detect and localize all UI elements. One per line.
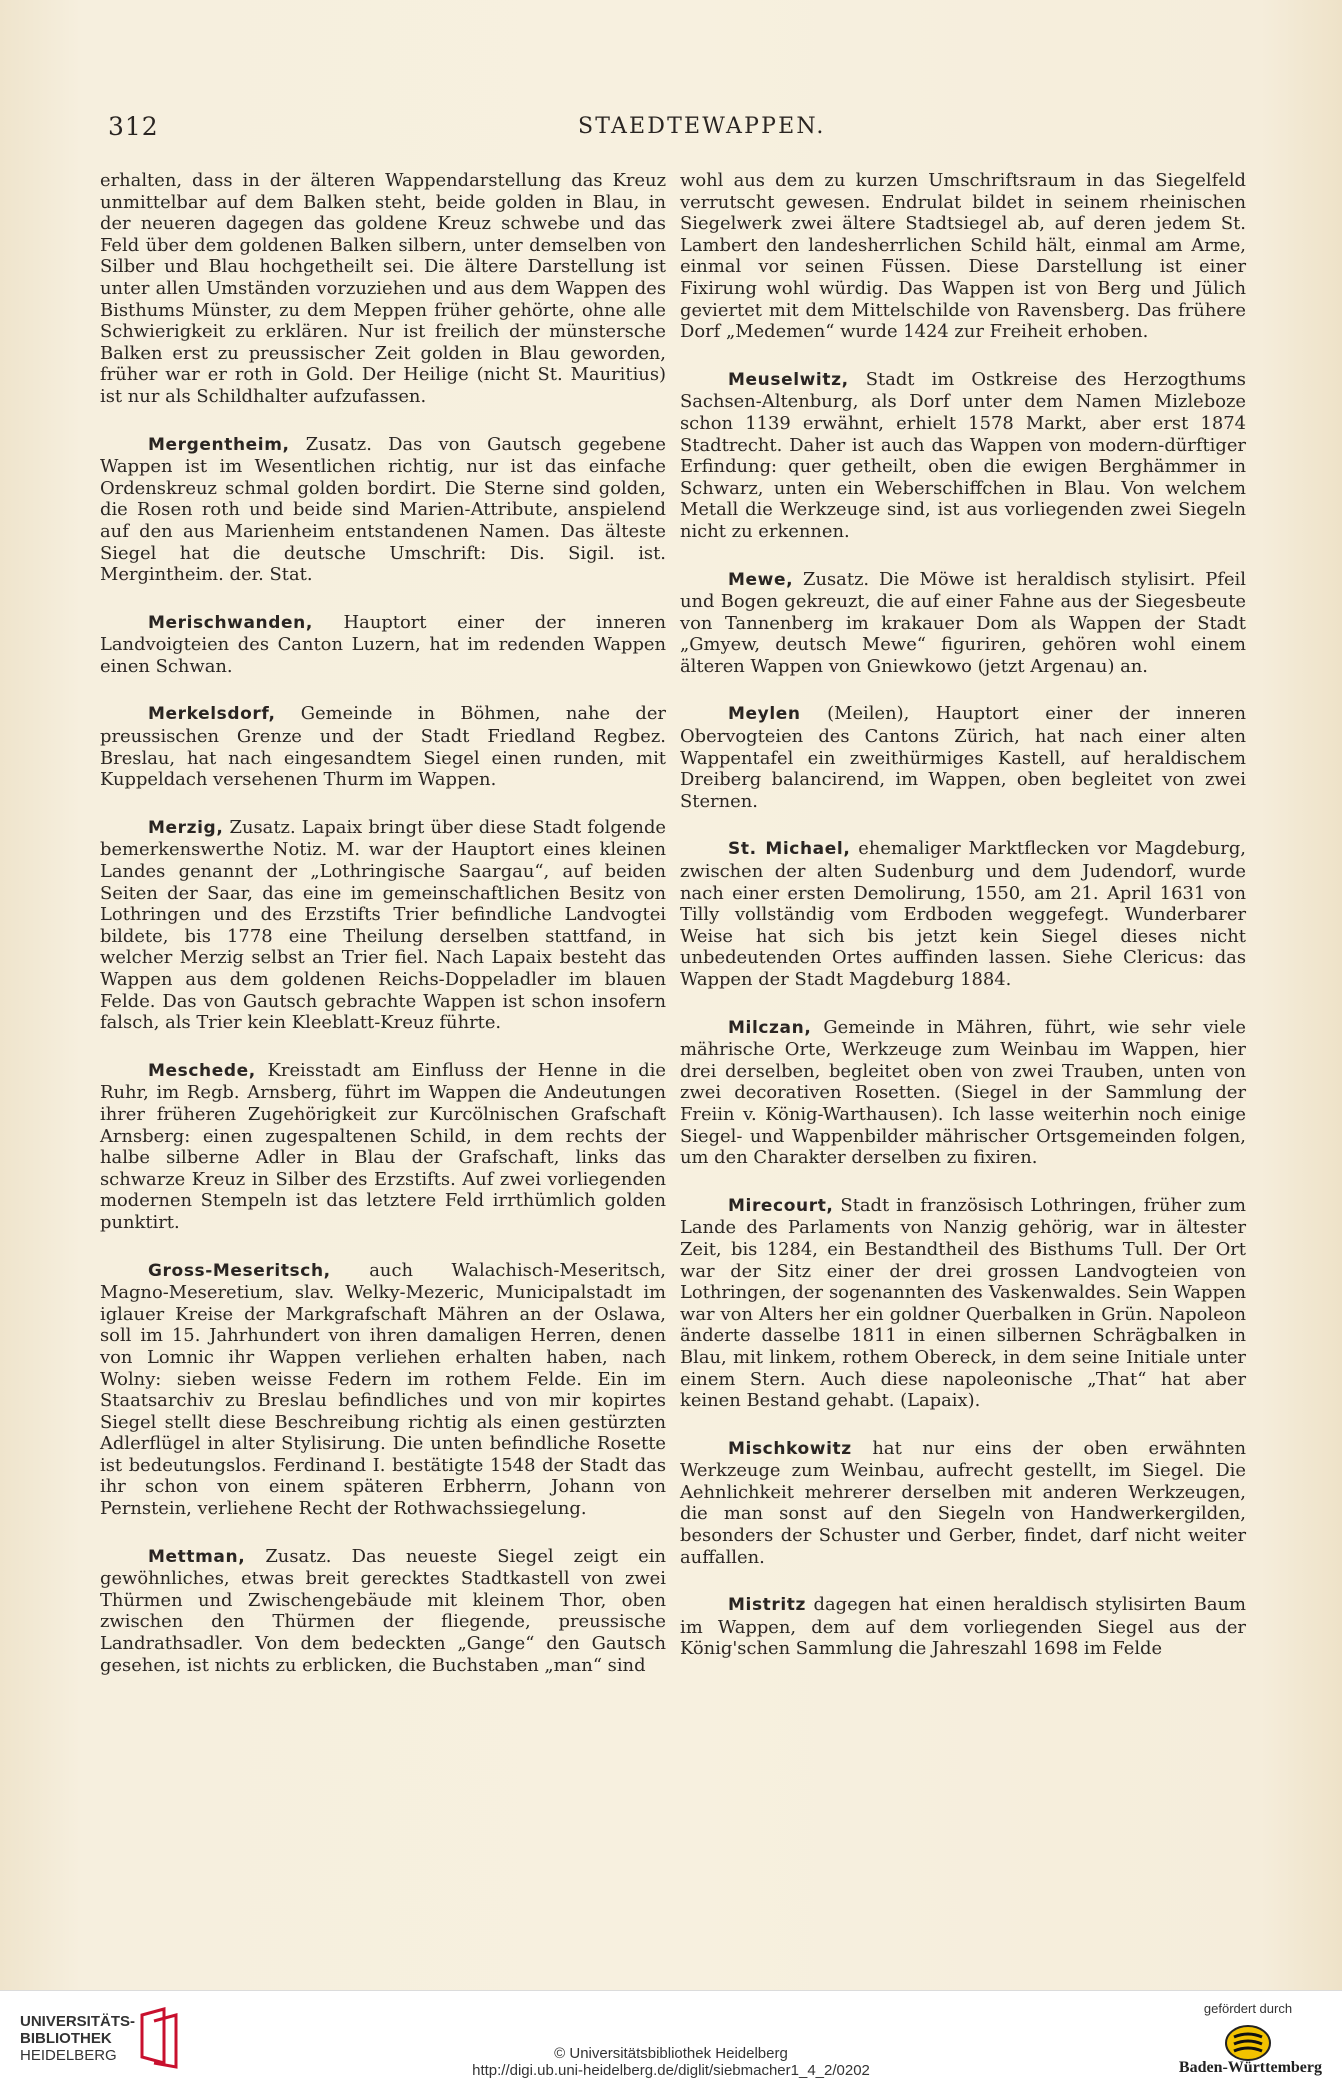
entry [100, 703, 666, 790]
entry [100, 817, 666, 1034]
entry-keyword: Mirecourt, [728, 1195, 834, 1216]
entry [100, 1546, 666, 1677]
running-title: STAEDTEWAPPEN. [578, 114, 826, 139]
entry-keyword: Mergentheim, [148, 434, 290, 455]
entry-keyword: Milczan, [728, 1017, 812, 1038]
entry-text: auch Walachisch-Meseritsch, Magno-Meseretium, slav. Welky-Mezeric, Municipalstadt im iglauer Kreise der Markgrafschaft Mähren an der Oslawa, soll im 15. Jahrhundert von ihren damaligen Herren, denen von Lomnic ihr Wappen verliehen erhalten haben, nach Wolny: sieben weisse Federn im rothem Felde. Ein im Staatsarchiv zu Breslau befindliches und von mir kopirtes Siegel stellt diese Beschreibung richtig als einen gestürzten Adlerflügel in alter Stylisirung. Die unten befindliche Rosette ist bedeutungslos. Ferdinand I. bestätigte 1548 der Stadt das ihr schon von einem späteren Erbherrn, Johann von Pernstein, verliehene Recht der Rothwachssiegelung. [100, 1259, 666, 1520]
entry-text: Zusatz. Lapaix bringt über diese Stadt folgende bemerkenswerthe Notiz. M. war der Hauptort eines kleinen Landes genannt der „Lothringische Saargau“, auf beiden Seiten der Saar, das eine im gemeinschaftlichen Besitz von Lothringen und des Erzstifts Trier befindliche Landvogtei bildete, bis 1778 eine Theilung derselben stattfand, in welcher Merzig selbst an Trier fiel. Nach Lapaix besteht das Wappen aus dem goldenen Reichs-Doppeladler im blauen Felde. Das von Gautsch gebrachte Wappen ist schon insofern falsch, als Trier kein Kleeblatt-Kreuz führte. [100, 816, 666, 1034]
entry-keyword: Mischkowitz [728, 1438, 852, 1459]
entry-keyword: Mettman, [148, 1546, 246, 1567]
entry [680, 1195, 1246, 1412]
paragraph [680, 170, 1246, 343]
entry-keyword: Meschede, [148, 1060, 256, 1081]
entry-text: Zusatz. Das von Gautsch gegebene Wappen ist im Wesentlichen richtig, nur ist das einfache Ordenskreuz schmal golden bordirt. Die Sterne sind golden, die Rosen roth und beide sind Marien-Attribute, anspielend auf den aus Marienheim entstandenen Namen. Das älteste Siegel hat die deutsche Umschrift: Dis. Sigil. ist. Mergintheim. der. Stat. [100, 433, 666, 586]
entry [100, 1060, 666, 1234]
entry-text: Zusatz. Die Möwe ist heraldisch stylisirt. Pfeil und Bogen gekreuzt, die auf einer Fahne aus der Siegesbeute von Tannenberg im krakauer Dom als Wappen der Stadt „Gmyew, deutsch Mewe“ figuriren, gehören wohl einem älteren Wappen von Gniewkowo (jetzt Argenau) an. [680, 568, 1246, 677]
entry-keyword: Mistritz [728, 1595, 807, 1616]
left-column [100, 170, 666, 1702]
library-name-line1: UNIVERSITÄTS- [20, 2013, 136, 2030]
entry [680, 369, 1246, 543]
entry [680, 1594, 1246, 1660]
entry-text: Gemeinde in Böhmen, nahe der preussischen Grenze und der Stadt Friedland Regbez. Breslau, hat nach eingesandtem Siegel einen runden, mit Kuppeldach versehenen Thurm im Wappen. [100, 703, 666, 791]
entry [680, 1438, 1246, 1569]
paragraph-text: wohl aus dem zu kurzen Umschriftsraum in das Siegelfeld verrutscht gewesen. Endrulat bildet in seinem rheinischen Siegelwerk zwei ältere Stadtsiegel ab, auf deren jedem St. Lambert den landesherrlichen Schild hält, einmal am Arme, einmal vor seinen Füssen. Diese Darstellung ist einer Fixirung wohl würdig. Das Wappen ist von Berg und Jülich geviertet mit dem Mittelschilde von Ravensberg. Das frühere Dorf „Medemen“ wurde 1424 zur Freiheit erhoben. [680, 170, 1246, 343]
library-name-line2: BIBLIOTHEK [20, 2030, 112, 2047]
entry-keyword: Merischwanden, [148, 612, 313, 633]
paragraph [100, 170, 666, 408]
entry [680, 569, 1246, 678]
entry-text: Kreisstadt am Einfluss der Henne in die Ruhr, im Regb. Arnsberg, führt im Wappen die Andeutungen ihrer früheren Zugehörigkeit zur Kurcölnischen Grafschaft Arnsberg: einen zugespaltenen Schild, in dem rechts der halbe silberne Adler in Blau der Grafschaft, links das schwarze Kreuz in Silber des Erzstifts. Auf zwei vorliegenden modernen Stempeln ist das letztere Feld irrthümlich golden punktirt. [100, 1059, 666, 1233]
entry-text: Zusatz. Das neueste Siegel zeigt ein gewöhnliches, etwas breit gerecktes Stadtkastell von zwei Thürmen und Zwischengebäude mit kleinem Thor, oben zwischen den Thürmen der fliegende, preussische Landrathsadler. Von dem bedeckten „Gange“ den Gautsch gesehen, ist nichts zu erblicken, die Buchstaben „man“ sind [100, 1545, 666, 1676]
paragraph-text: erhalten, dass in der älteren Wappendarstellung das Kreuz unmittelbar auf dem Balken steht, beide golden in Blau, in der neueren dagegen das goldene Kreuz schwebe und das Feld über dem goldenen Balken silbern, unter demselben von Silber und Blau hochgetheilt sei. Die ältere Darstellung ist unter allen Umständen vorzuziehen und aus dem Wappen des Bisthums Münster, zu dem Meppen früher gehörte, ohne alle Schwierigkeit zu erklären. Nur ist freilich der münstersche Balken erst zu preussischer Zeit golden in Blau geworden, früher war er roth in Gold. Der Heilige (nicht St. Mauritius) ist nur als Schildhalter aufzufassen. [100, 170, 666, 407]
entry-text: Stadt in französisch Lothringen, früher zum Lande des Parlaments von Nanzig gehörig, war in ältester Zeit, bis 1284, ein Bestandtheil des Bisthums Tull. Der Ort war der Sitz einer der drei grossen Landvogteien von Lothringen, der sogenannten des Vaskenwaldes. Sein Wappen war von Alters her ein goldner Querbalken in Grün. Napoleon änderte dasselbe 1811 in einen silbernen Schrägbalken in Blau, mit linkem, rothem Obereck, in dem seine Initiale unter einem Stern. Auch diese napoleonische „That“ hat aber keinen Bestand gehabt. (Lapaix). [680, 1194, 1246, 1412]
entry-keyword: Meuselwitz, [728, 369, 849, 390]
state-crest-icon [1220, 2023, 1276, 2063]
entry-keyword: Mewe, [728, 569, 794, 590]
right-column [680, 170, 1246, 1686]
entry-keyword: Meylen [728, 704, 801, 725]
entry-keyword: St. Michael, [728, 839, 851, 860]
funded-by-label: gefördert durch [1203, 2001, 1293, 2016]
funder-name[interactable]: Baden-Württemberg [1178, 2059, 1322, 2076]
copyright-line: © Universitätsbibliothek Heidelberg [554, 2045, 788, 2062]
entry-text: (Meilen), Hauptort einer der inneren Obervogteien des Cantons Zürich, hat nach einer alten Wappentafel ein zweithürmiges Kastell, auf heraldischem Dreiberg balancirend, im Wappen, oben begleitet von zwei Sternen. [680, 703, 1246, 812]
entry-text: Hauptort einer der inneren Landvoigteien des Canton Luzern, hat im redenden Wappen einen Schwan. [100, 611, 666, 677]
entry [100, 1260, 666, 1520]
entry-keyword: Gross-Meseritsch, [148, 1260, 331, 1281]
entry-text: Stadt im Ostkreise des Herzogthums Sachsen-Altenburg, als Dorf unter dem Namen Mizleboze schon 1139 erwähnt, erhielt 1578 Markt, aber erst 1874 Stadtrecht. Daher ist auch das Wappen von modern-dürftiger Erfindung: quer getheilt, oben die ewigen Berghämmer in Schwarz, unten ein Weberschiffchen in Blau. Von welchem Metall die Werkzeuge sind, ist aus vorliegenden zwei Siegeln nicht zu erkennen. [680, 368, 1246, 542]
entry-text: Gemeinde in Mähren, führt, wie sehr viele mährische Orte, Werkzeuge zum Weinbau im Wappen, hier drei derselben, begleitet oben von zwei Trauben, unten von zwei decorativen Rosetten. (Siegel in der Sammlung der Freiin v. König-Warthausen). Ich lasse weiterhin noch einige Siegel- und Wappenbilder mährischer Ortsgemeinden folgen, um den Charakter derselben zu fixiren. [680, 1016, 1246, 1169]
entry-text: ehemaliger Marktflecken vor Magdeburg, zwischen der alten Sudenburg und dem Judendorf, wurde nach einer ersten Demolirung, 1550, am 21. April 1631 von Tilly vollständig vom Erdboden weggefegt. Wunderbarer Weise hat sich bis jetzt kein Siegel dieses nicht unbedeutenden Ortes auffinden lassen. Siehe Clericus: das Wappen der Stadt Magdeburg 1884. [680, 838, 1246, 990]
footer-bar [0, 1990, 1342, 2087]
entry [100, 612, 666, 678]
page-number: 312 [108, 112, 159, 141]
permalink[interactable]: http://digi.ub.uni-heidelberg.de/diglit/siebmacher1_4_2/0202 [472, 2062, 870, 2079]
entry-keyword: Merkelsdorf, [148, 704, 276, 725]
entry [680, 838, 1246, 990]
entry [680, 1017, 1246, 1169]
entry-text: hat nur eins der oben erwähnten Werkzeuge zum Weinbau, aufrecht gestellt, im Siegel. Die Aehnlichkeit mehrerer derselben mit anderen Werkzeugen, die man sonst auf den Siegeln von Handwerkergilden, besonders der Schuster und Gerber, findet, darf nicht weiter auffallen. [680, 1437, 1246, 1568]
library-name-line3: HEIDELBERG [20, 2047, 117, 2064]
entry [100, 434, 666, 586]
entry [680, 703, 1246, 812]
entry-text: dagegen hat einen heraldisch stylisirten Baum im Wappen, dem auf dem vorliegenden Siegel aus der König'schen Sammlung die Jahreszahl 1698 im Felde [680, 1594, 1246, 1660]
entry-keyword: Merzig, [148, 817, 224, 838]
